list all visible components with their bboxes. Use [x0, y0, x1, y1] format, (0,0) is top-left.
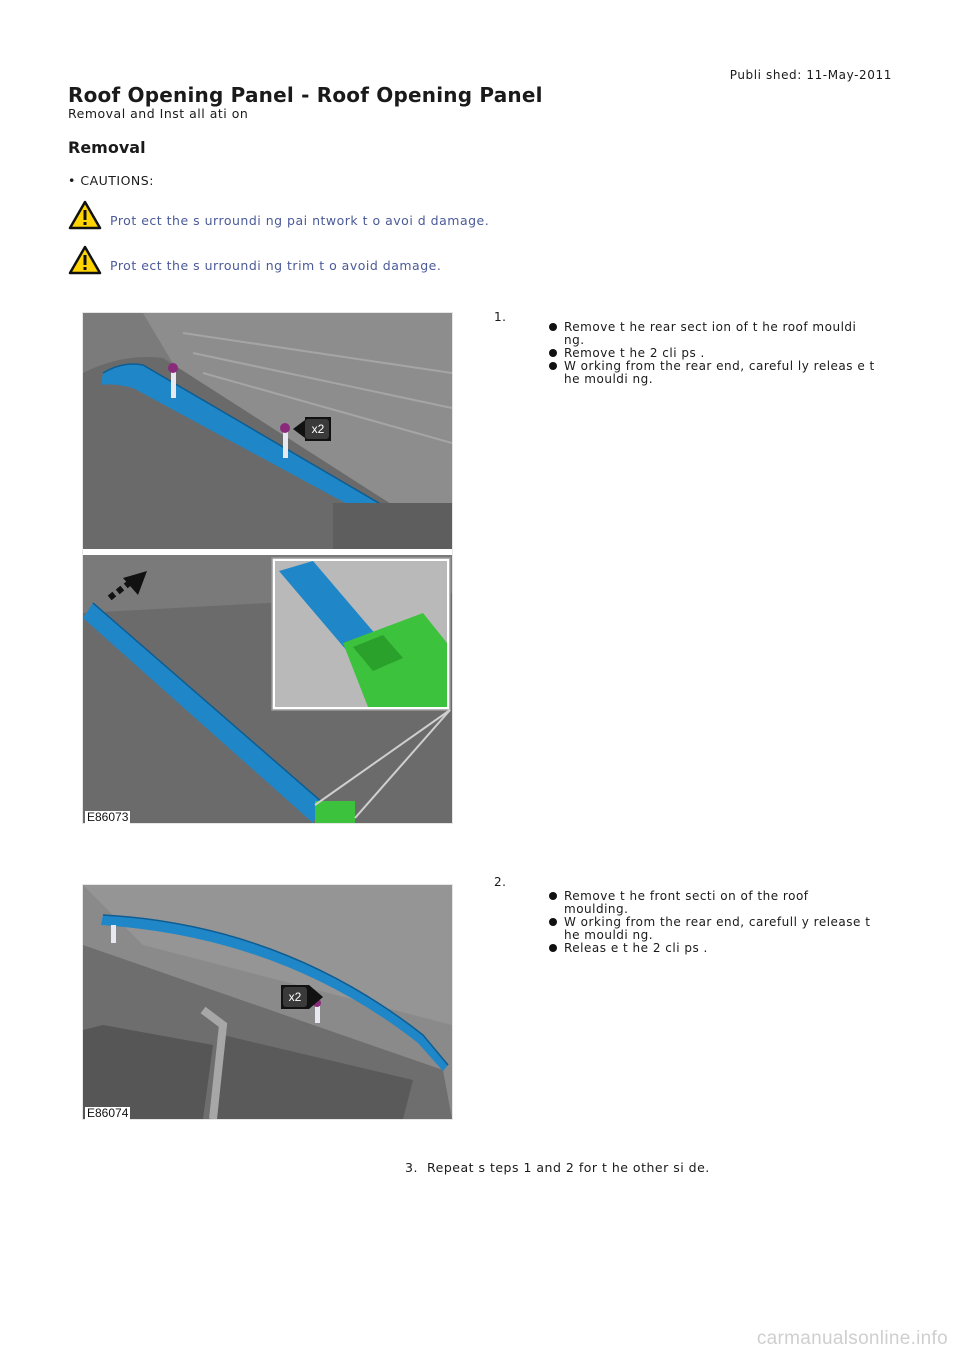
step-number: 3.: [405, 1160, 418, 1175]
warning-triangle-icon: [68, 245, 102, 275]
figure-code: E86074: [87, 1106, 129, 1120]
step-2-illustration: [83, 885, 452, 1119]
step-3-text: Repeat s teps 1 and 2 for t he other si de.: [427, 1160, 710, 1175]
published-date: Publi shed: 11-May-2011: [729, 68, 892, 82]
list-item: W orking from the rear end, carefull y release t he mouldi ng.: [546, 916, 876, 942]
step-number: 2.: [494, 875, 507, 889]
step-2-figure: [82, 884, 453, 1120]
page-title: Roof Opening Panel - Roof Opening Panel: [68, 83, 543, 107]
watermark: carmanualsonline.info: [756, 1328, 948, 1349]
section-heading: Removal: [68, 138, 146, 157]
step-1-illustration: [83, 313, 452, 823]
caution-row: [68, 245, 441, 275]
cautions-label: • CAUTIONS:: [68, 173, 154, 188]
caution-text: Prot ect the s urroundi ng trim t o avoid damage.: [110, 258, 442, 273]
list-item: W orking from the rear end, careful ly releas e t he mouldi ng.: [546, 360, 876, 386]
caution-text: Prot ect the s urroundi ng pai ntwork t o avoi d damage.: [110, 213, 490, 228]
step-number: 1.: [494, 310, 507, 324]
page-subtitle: Removal and Inst all ati on: [68, 106, 249, 121]
caution-row: [68, 200, 489, 230]
step-1-figure: [82, 312, 453, 824]
step-3: [405, 1160, 710, 1175]
clip-marker: [111, 925, 116, 943]
warning-triangle-icon: [68, 200, 102, 230]
figure-code: E86073: [87, 810, 129, 824]
callout-label: x2: [311, 422, 325, 436]
callout-label: x2: [288, 990, 302, 1004]
list-item: Remove t he 2 cli ps .: [546, 347, 876, 360]
step-2-bullets: [546, 890, 876, 955]
list-item: Remove t he front secti on of the roof moulding.: [546, 890, 876, 916]
step-1-bullets: [546, 321, 876, 386]
list-item: Remove t he rear sect ion of t he roof mouldi ng.: [546, 321, 876, 347]
list-item: Releas e t he 2 cli ps .: [546, 942, 876, 955]
